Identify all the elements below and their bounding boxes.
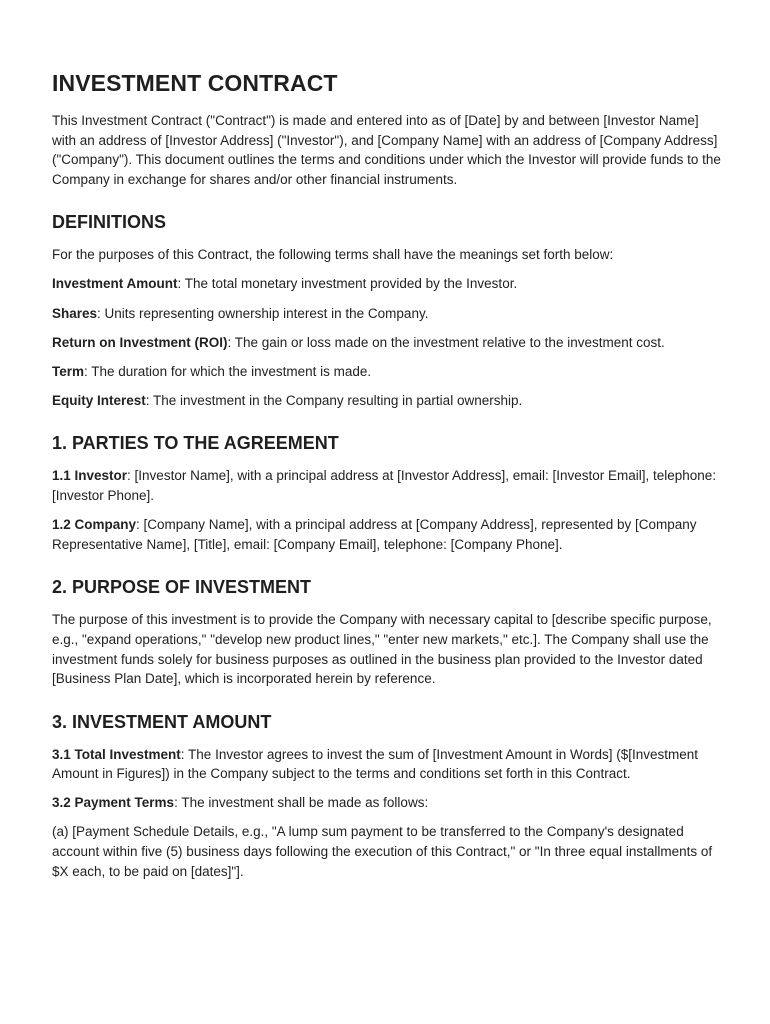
purpose-heading: 2. PURPOSE OF INVESTMENT <box>52 577 312 598</box>
definition-text: : The total monetary investment provided by the Investor. <box>177 276 518 292</box>
clause-text: : [Company Name], with a principal address at [Company Address], represented by [Company Representative Name], [Title], email: [Company Email], telephone: [Company Phone]. <box>52 517 697 552</box>
parties-heading: 1. PARTIES TO THE AGREEMENT <box>52 433 339 454</box>
definition-item <box>52 274 724 294</box>
definition-item <box>52 304 724 324</box>
clause-item <box>52 745 724 784</box>
clause-text: : The Investor agrees to invest the sum of [Investment Amount in Words] ($[Investment Amount in Figures]) in the Company subject to the terms and conditions set forth in this Contract. <box>52 746 699 782</box>
clause-item <box>52 466 724 505</box>
purpose-section <box>52 577 724 688</box>
clause-item <box>52 515 724 554</box>
clause-term: 3.1 Total Investment <box>52 746 181 762</box>
document-page <box>52 70 724 891</box>
document-title: INVESTMENT CONTRACT <box>52 70 338 96</box>
amount-section <box>52 712 724 882</box>
clause-text: : The investment shall be made as follows: <box>174 795 429 811</box>
definitions-heading: DEFINITIONS <box>52 212 167 233</box>
definitions-lead: For the purposes of this Contract, the following terms shall have the meanings set forth below: <box>52 247 614 263</box>
definition-item <box>52 333 724 353</box>
payment-schedule: (a) [Payment Schedule Details, e.g., "A lump sum payment to be transferred to the Company's designated account within five (5) business days following the execution of this Contract," or "In three equal installments of $X each, to be paid on [dates]"]. <box>52 824 713 879</box>
clause-term: 1.2 Company <box>52 517 137 533</box>
definitions-section <box>52 212 724 410</box>
definition-term: Investment Amount <box>52 276 178 292</box>
parties-section <box>52 433 724 554</box>
definition-item <box>52 362 724 382</box>
definition-term: Return on Investment (ROI) <box>52 334 228 350</box>
clause-term: 3.2 Payment Terms <box>52 795 175 811</box>
definition-text: : The duration for which the investment is made. <box>84 363 372 379</box>
definition-term: Shares <box>52 305 98 321</box>
clause-term: 1.1 Investor <box>52 468 128 484</box>
clause-text: : [Investor Name], with a principal address at [Investor Address], email: [Investor Email], telephone: [Investor Phone]. <box>52 468 717 504</box>
definition-item <box>52 391 724 411</box>
definition-text: : Units representing ownership interest in the Company. <box>97 305 429 321</box>
definition-term: Equity Interest <box>52 392 146 408</box>
definition-text: : The gain or loss made on the investment relative to the investment cost. <box>227 334 665 350</box>
clause-item <box>52 793 724 813</box>
intro-paragraph: This Investment Contract ("Contract") is made and entered into as of [Date] by and between [Investor Name] with an address of [Investor Address] ("Investor"), and [Company Name] with an address of [Company Address] ("Company"). This document outlines the terms and conditions under which the Investor will provide funds to the Company in exchange for shares and/or other financial instruments. <box>52 113 721 187</box>
definition-text: : The investment in the Company resulting in partial ownership. <box>145 392 523 408</box>
purpose-paragraph: The purpose of this investment is to provide the Company with necessary capital to [describe specific purpose, e.g., "expand operations," "develop new product lines," "enter new markets," etc.]. The Company shall use the investment funds solely for business purposes as outlined in the business plan provided to the Investor dated [Business Plan Date], which is incorporated herein by reference. <box>52 612 712 687</box>
definition-term: Term <box>52 363 85 379</box>
amount-heading: 3. INVESTMENT AMOUNT <box>52 711 272 732</box>
